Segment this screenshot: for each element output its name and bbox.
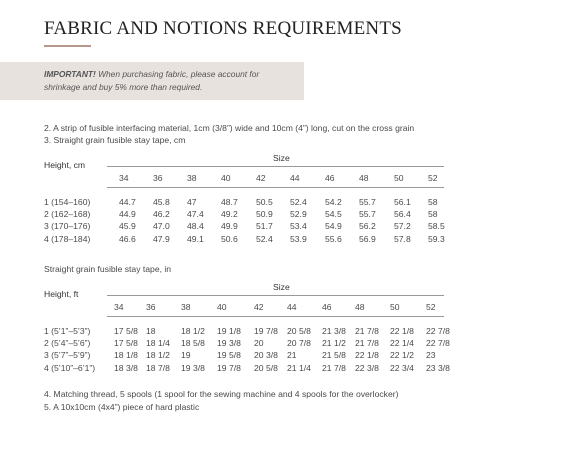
item-3: 3. Straight grain fusible stay tape, cm (44, 135, 186, 145)
page-title: FABRIC AND NOTIONS REQUIREMENTS (44, 18, 402, 39)
table-cell: 21 5/8 (322, 350, 346, 361)
height-label: 2 (162–168) (44, 209, 91, 220)
table-cell: 22 1/8 (390, 326, 414, 336)
table-cell: 47 (187, 197, 197, 207)
table-cell: 48.7 (221, 197, 238, 207)
table-cell: 21 7/8 (355, 326, 379, 336)
table-cell: 55.7 (359, 209, 376, 220)
table-cell: 50.6 (221, 233, 238, 244)
table-cell: 20 5/8 (254, 362, 278, 373)
item-5: 5. A 10x10cm (4x4”) piece of hard plastic (44, 402, 200, 412)
table-cell: 47.4 (187, 209, 204, 220)
size-header-52: 52 (426, 302, 436, 312)
table-cell: 50.9 (256, 209, 273, 220)
height-label: 1 (154–160) (44, 197, 91, 207)
table-cell: 52.4 (256, 233, 273, 244)
size-label: Size (273, 153, 290, 163)
size-header-38: 38 (187, 173, 197, 183)
height-label: 1 (5’1”–5’3”) (44, 326, 91, 336)
height-label: 4 (178–184) (44, 233, 91, 244)
table-cell: 19 3/8 (217, 338, 241, 349)
table-cell: 46.2 (153, 209, 170, 220)
height-label: 3 (170–176) (44, 221, 91, 232)
table-cell: 22 7/8 (426, 338, 450, 349)
table-cell: 44.7 (119, 197, 136, 207)
table-cell: 18 3/8 (114, 362, 138, 373)
table-cell: 57.8 (394, 233, 411, 244)
size-header-40: 40 (217, 302, 227, 312)
size-header-42: 42 (256, 173, 266, 183)
row-header: Height, ft (44, 289, 79, 299)
height-label: 4 (5’10”–6’1”) (44, 362, 96, 373)
size-rule-bottom (107, 316, 444, 317)
table-cell: 19 3/8 (181, 362, 205, 373)
table-cell: 22 7/8 (426, 326, 450, 336)
size-rule-bottom (107, 187, 444, 188)
size-header-52: 52 (428, 173, 438, 183)
table-cell: 54.2 (325, 197, 342, 207)
size-header-40: 40 (221, 173, 231, 183)
table-cell: 19 7/8 (254, 326, 278, 336)
height-label: 3 (5’7”–5’9”) (44, 350, 91, 361)
stay-tape-in-subtitle: Straight grain fusible stay tape, in (44, 264, 172, 274)
table-cell: 20 3/8 (254, 350, 278, 361)
stay-tape-cm-table (44, 150, 444, 250)
table-cell: 45.8 (153, 197, 170, 207)
table-cell: 49.1 (187, 233, 204, 244)
size-header-38: 38 (181, 302, 191, 312)
size-header-46: 46 (325, 173, 335, 183)
size-header-48: 48 (359, 173, 369, 183)
table-cell: 49.2 (221, 209, 238, 220)
table-cell: 18 (146, 326, 156, 336)
size-header-42: 42 (254, 302, 264, 312)
table-cell: 58 (428, 209, 438, 220)
table-cell: 21 1/4 (287, 362, 311, 373)
table-cell: 56.1 (394, 197, 411, 207)
table-cell: 19 5/8 (217, 350, 241, 361)
table-cell: 58.5 (428, 221, 445, 232)
size-header-36: 36 (146, 302, 156, 312)
table-cell: 56.4 (394, 209, 411, 220)
table-cell: 55.6 (325, 233, 342, 244)
table-cell: 58 (428, 197, 438, 207)
table-cell: 21 7/8 (322, 362, 346, 373)
table-cell: 52.4 (290, 197, 307, 207)
table-cell: 53.4 (290, 221, 307, 232)
table-cell: 57.2 (394, 221, 411, 232)
size-header-46: 46 (322, 302, 332, 312)
table-cell: 18 1/8 (114, 350, 138, 361)
table-cell: 19 1/8 (217, 326, 241, 336)
table-cell: 22 1/4 (390, 338, 414, 349)
table-cell: 18 1/2 (181, 326, 205, 336)
size-rule-top (107, 295, 444, 296)
table-cell: 47.9 (153, 233, 170, 244)
table-cell: 18 1/4 (146, 338, 170, 349)
table-cell: 45.9 (119, 221, 136, 232)
table-cell: 20 7/8 (287, 338, 311, 349)
table-cell: 18 5/8 (181, 338, 205, 349)
table-cell: 22 3/8 (355, 362, 379, 373)
table-cell: 23 3/8 (426, 362, 450, 373)
table-cell: 55.7 (359, 197, 376, 207)
size-header-44: 44 (290, 173, 300, 183)
table-cell: 51.7 (256, 221, 273, 232)
table-cell: 48.4 (187, 221, 204, 232)
height-label: 2 (5’4”–5’6”) (44, 338, 91, 349)
row-header: Height, cm (44, 160, 86, 170)
table-cell: 23 (426, 350, 436, 361)
important-notice (0, 62, 304, 100)
table-cell: 18 7/8 (146, 362, 170, 373)
size-header-34: 34 (119, 173, 129, 183)
table-cell: 21 7/8 (355, 338, 379, 349)
item-4: 4. Matching thread, 5 spools (1 spool for the sewing machine and 4 spools for the overlocker) (44, 389, 399, 399)
table-cell: 22 1/8 (355, 350, 379, 361)
item-2: 2. A strip of fusible interfacing material, 1cm (3/8”) wide and 10cm (4”) long, cut on the cross grain (44, 123, 415, 133)
table-cell: 53.9 (290, 233, 307, 244)
notice-important-label: IMPORTANT! (44, 69, 96, 79)
table-cell: 22 1/2 (390, 350, 414, 361)
size-header-34: 34 (114, 302, 124, 312)
table-cell: 21 3/8 (322, 326, 346, 336)
table-cell: 19 (181, 350, 191, 361)
table-cell: 54.5 (325, 209, 342, 220)
size-label: Size (273, 282, 290, 292)
size-header-44: 44 (287, 302, 297, 312)
table-cell: 22 3/4 (390, 362, 414, 373)
table-cell: 18 1/2 (146, 350, 170, 361)
size-header-50: 50 (394, 173, 404, 183)
table-cell: 56.9 (359, 233, 376, 244)
table-cell: 17 5/8 (114, 338, 138, 349)
size-header-50: 50 (390, 302, 400, 312)
notice-body: When purchasing fabric, please account for shrinkage and buy 5% more than required. (44, 69, 260, 92)
table-cell: 52.9 (290, 209, 307, 220)
title-underline (44, 45, 91, 47)
size-header-36: 36 (153, 173, 163, 183)
table-cell: 21 1/2 (322, 338, 346, 349)
table-cell: 59.3 (428, 233, 445, 244)
table-cell: 44.9 (119, 209, 136, 220)
table-cell: 20 (254, 338, 264, 349)
table-cell: 21 (287, 350, 297, 361)
table-cell: 17 5/8 (114, 326, 138, 336)
table-cell: 50.5 (256, 197, 273, 207)
table-cell: 46.6 (119, 233, 136, 244)
table-cell: 20 5/8 (287, 326, 311, 336)
size-header-48: 48 (355, 302, 365, 312)
size-rule-top (107, 166, 444, 167)
table-cell: 54.9 (325, 221, 342, 232)
table-cell: 19 7/8 (217, 362, 241, 373)
notice-text (44, 68, 284, 94)
table-cell: 49.9 (221, 221, 238, 232)
table-cell: 56.2 (359, 221, 376, 232)
stay-tape-in-table (44, 279, 450, 379)
table-cell: 47.0 (153, 221, 170, 232)
